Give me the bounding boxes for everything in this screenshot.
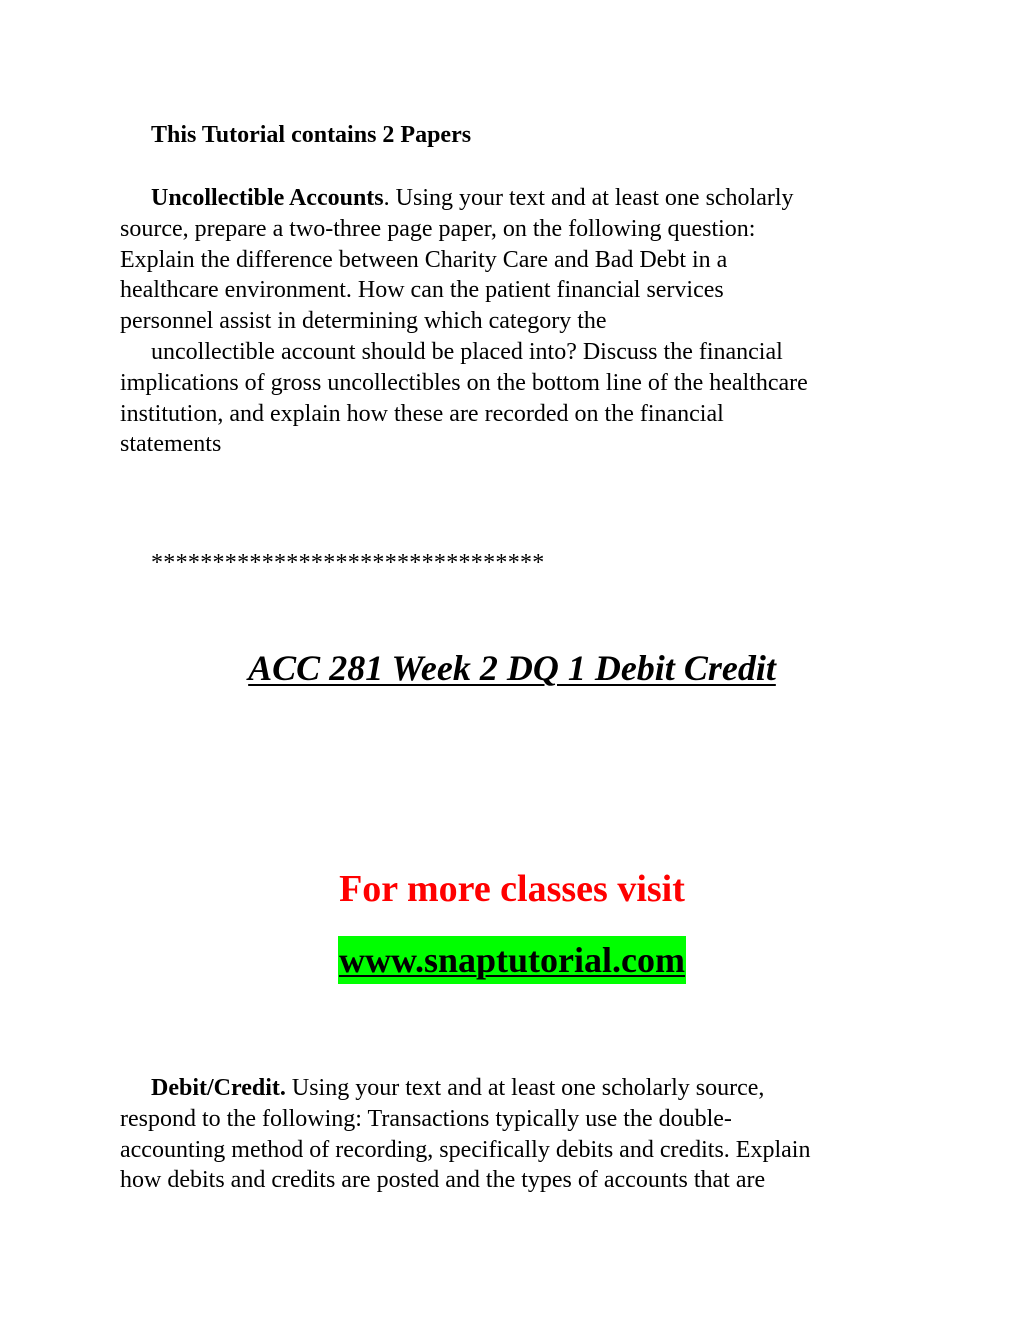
asterisk-divider: ******************************** (151, 550, 545, 576)
paragraph-line: how debits and credits are posted and the types of accounts that are (120, 1167, 766, 1194)
paragraph-line: statements (120, 431, 222, 458)
paragraph-text: . Using your text and at least one scholarly (383, 185, 794, 211)
paragraph-line: uncollectible account should be placed into? Discuss the financial (151, 338, 783, 365)
paragraph-line: institution, and explain how these are recorded on the financial (120, 400, 724, 427)
paragraph-line: Explain the difference between Charity Care and Bad Debt in a (120, 246, 728, 273)
paragraph-line: respond to the following: Transactions typically use the double- (120, 1105, 732, 1132)
tutorial-intro: This Tutorial contains 2 Papers (151, 122, 472, 148)
paragraph-line: healthcare environment. How can the patient financial services (120, 277, 724, 304)
debit-credit-paragraph (120, 1073, 910, 1196)
uncollectible-accounts-title: Uncollectible Accounts (151, 185, 384, 211)
uncollectible-accounts-paragraph (120, 183, 910, 460)
paragraph-line (120, 183, 910, 214)
paragraph-line: personnel assist in determining which category the (120, 308, 607, 335)
paragraph-line: accounting method of recording, specifically debits and credits. Explain (120, 1136, 811, 1163)
paragraph-line: source, prepare a two-three page paper, on the following question: (120, 215, 756, 242)
debit-credit-title: Debit/Credit. (151, 1075, 286, 1101)
paragraph-line: implications of gross uncollectibles on the bottom line of the healthcare (120, 369, 808, 396)
snaptutorial-link[interactable]: www.snaptutorial.com (338, 936, 686, 984)
paragraph-text: Using your text and at least one scholarly source, (285, 1075, 765, 1101)
promo-text: For more classes visit (339, 868, 685, 910)
paragraph-line (120, 1073, 910, 1104)
section-heading: ACC 281 Week 2 DQ 1 Debit Credit (248, 648, 776, 688)
promo-link-container (0, 936, 1024, 984)
